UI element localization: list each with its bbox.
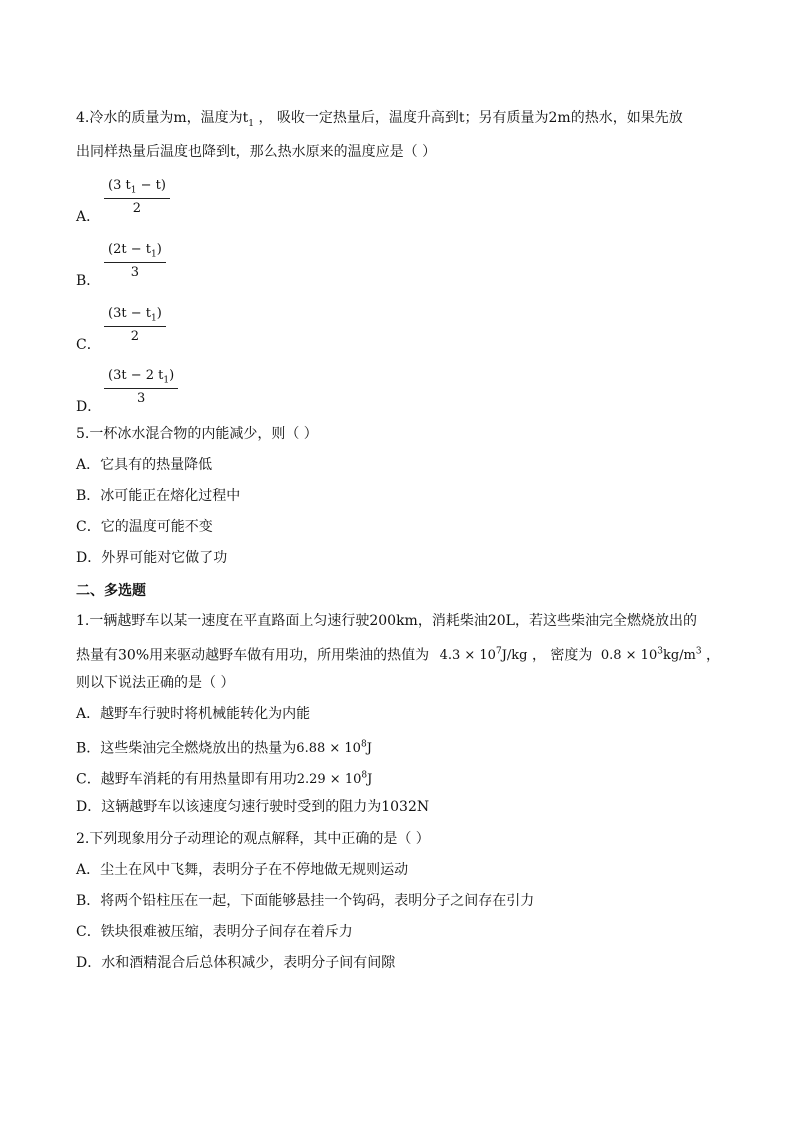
m1-option-b-unit: J xyxy=(366,741,372,757)
q4-option-c-label: C． xyxy=(76,337,101,353)
m1-density-base: 0.8 × 10 xyxy=(600,648,658,664)
q4-option-d-fraction xyxy=(104,368,178,406)
m1-density-text: ， 密度为 xyxy=(531,647,593,664)
m1-density-value xyxy=(601,648,702,663)
q4-option-b-num-sub: 1 xyxy=(150,249,157,260)
q4-option-b-numerator xyxy=(104,242,166,263)
q4-option-a-denominator: 2 xyxy=(132,200,142,216)
section-heading: 二、多选题 xyxy=(76,583,146,599)
m1-option-b-base: 6.88 × 10 xyxy=(296,741,361,757)
q4-option-c-num-text: (3t − t xyxy=(108,306,151,321)
m1-line2-text: 热量有30%用来驱动越野车做有用功，所用柴油的热值为 xyxy=(76,647,430,664)
q5-option-d: D．外界可能对它做了功 xyxy=(76,550,228,566)
q5-option-c: C．它的温度可能不变 xyxy=(76,519,213,535)
q4-option-c-num-tail: ) xyxy=(156,306,162,321)
m1-heat-exp: 7 xyxy=(495,647,502,657)
q4-option-d-numerator xyxy=(104,368,178,389)
q4-option-d-num-text: (3t − 2 t xyxy=(108,368,164,383)
q4-stem-part-b: ， 吸收一定热量后，温度升高到t；另有质量为2m的热水，如果先放 xyxy=(254,110,683,126)
q4-option-d-label: D． xyxy=(76,399,102,415)
m2-stem: 2.下列现象用分子动理论的观点解释，其中正确的是（ ） xyxy=(76,831,430,847)
m1-density-unit-exp: 3 xyxy=(695,647,702,657)
m1-option-b-value xyxy=(296,741,372,756)
m1-density-unit: kg/m xyxy=(662,648,696,664)
m1-heat-base: 4.3 × 10 xyxy=(439,648,496,664)
m1-option-b xyxy=(76,735,372,759)
q5-option-b: B．冰可能正在熔化过程中 xyxy=(76,488,241,504)
q4-stem-line2: 出同样热量后温度也降到t，那么热水原来的温度应是（ ） xyxy=(76,144,437,160)
q4-option-d-num-sub: 1 xyxy=(163,375,170,386)
q4-stem-subscript: 1 xyxy=(248,118,254,129)
q4-option-d-num-tail: ) xyxy=(169,368,175,383)
m1-stem-line2 xyxy=(76,642,720,666)
q4-option-a-fraction xyxy=(104,178,170,216)
m1-heat-unit: J/kg xyxy=(501,648,528,664)
m2-option-a: A．尘土在风中飞舞，表明分子在不停地做无规则运动 xyxy=(76,862,409,878)
q4-option-c-fraction xyxy=(104,306,166,344)
m1-option-c-unit: J xyxy=(367,772,373,788)
q5-stem: 5.一杯冰水混合物的内能减少，则（ ） xyxy=(76,426,318,442)
q4-option-c-num-sub: 1 xyxy=(150,313,157,324)
m1-heat-value xyxy=(440,648,528,663)
m1-density-exp: 3 xyxy=(657,647,663,657)
m1-option-c-base: 2.29 × 10 xyxy=(296,772,362,788)
q5-option-a: A．它具有的热量降低 xyxy=(76,457,213,473)
q4-option-c-denominator: 2 xyxy=(130,328,140,344)
q4-stem-line1 xyxy=(76,108,683,134)
q4-option-d-denominator: 3 xyxy=(136,390,146,406)
m1-option-b-exp: 8 xyxy=(360,740,367,750)
m2-option-d: D．水和酒精混合后总体积减少，表明分子间有间隙 xyxy=(76,955,396,971)
q4-option-b-denominator: 3 xyxy=(130,264,140,280)
m1-option-c-text: C．越野车消耗的有用热量即有用功 xyxy=(76,771,297,788)
m1-option-c-value xyxy=(297,772,373,787)
q4-option-a-label: A． xyxy=(76,209,101,225)
m2-option-c: C．铁块很难被压缩，表明分子间存在着斥力 xyxy=(76,924,353,940)
q4-option-a-num-sub: 1 xyxy=(130,185,137,196)
q4-option-a-numerator xyxy=(104,178,170,199)
q4-option-c-numerator xyxy=(104,306,166,327)
q4-option-b-num-text: (2t − t xyxy=(108,242,151,257)
q4-stem-part-a: 4.冷水的质量为m，温度为t xyxy=(76,110,249,126)
m2-option-b: B．将两个铅柱压在一起，下面能够悬挂一个钩码，表明分子之间存在引力 xyxy=(76,893,535,909)
m1-option-b-text: B．这些柴油完全燃烧放出的热量为 xyxy=(76,740,297,757)
m1-option-c-exp: 8 xyxy=(361,771,368,781)
q4-option-b-fraction xyxy=(104,242,166,280)
m1-line2-end: ， xyxy=(706,647,721,664)
q4-option-b-num-tail: ) xyxy=(156,242,162,257)
m1-stem-line3: 则以下说法正确的是（ ） xyxy=(76,675,235,691)
q4-option-b-label: B． xyxy=(76,273,101,289)
m1-option-a: A．越野车行驶时将机械能转化为内能 xyxy=(76,706,311,722)
m1-option-d: D．这辆越野车以该速度匀速行驶时受到的阻力为1032N xyxy=(76,799,430,815)
q4-option-a-num-text: (3 t xyxy=(108,178,131,193)
q4-option-a-num-tail: − t) xyxy=(136,178,166,193)
m1-stem-line1: 1.一辆越野车以某一速度在平直路面上匀速行驶200km，消耗柴油20L，若这些柴油完全燃烧放出的 xyxy=(76,613,697,629)
m1-option-c xyxy=(76,766,372,790)
